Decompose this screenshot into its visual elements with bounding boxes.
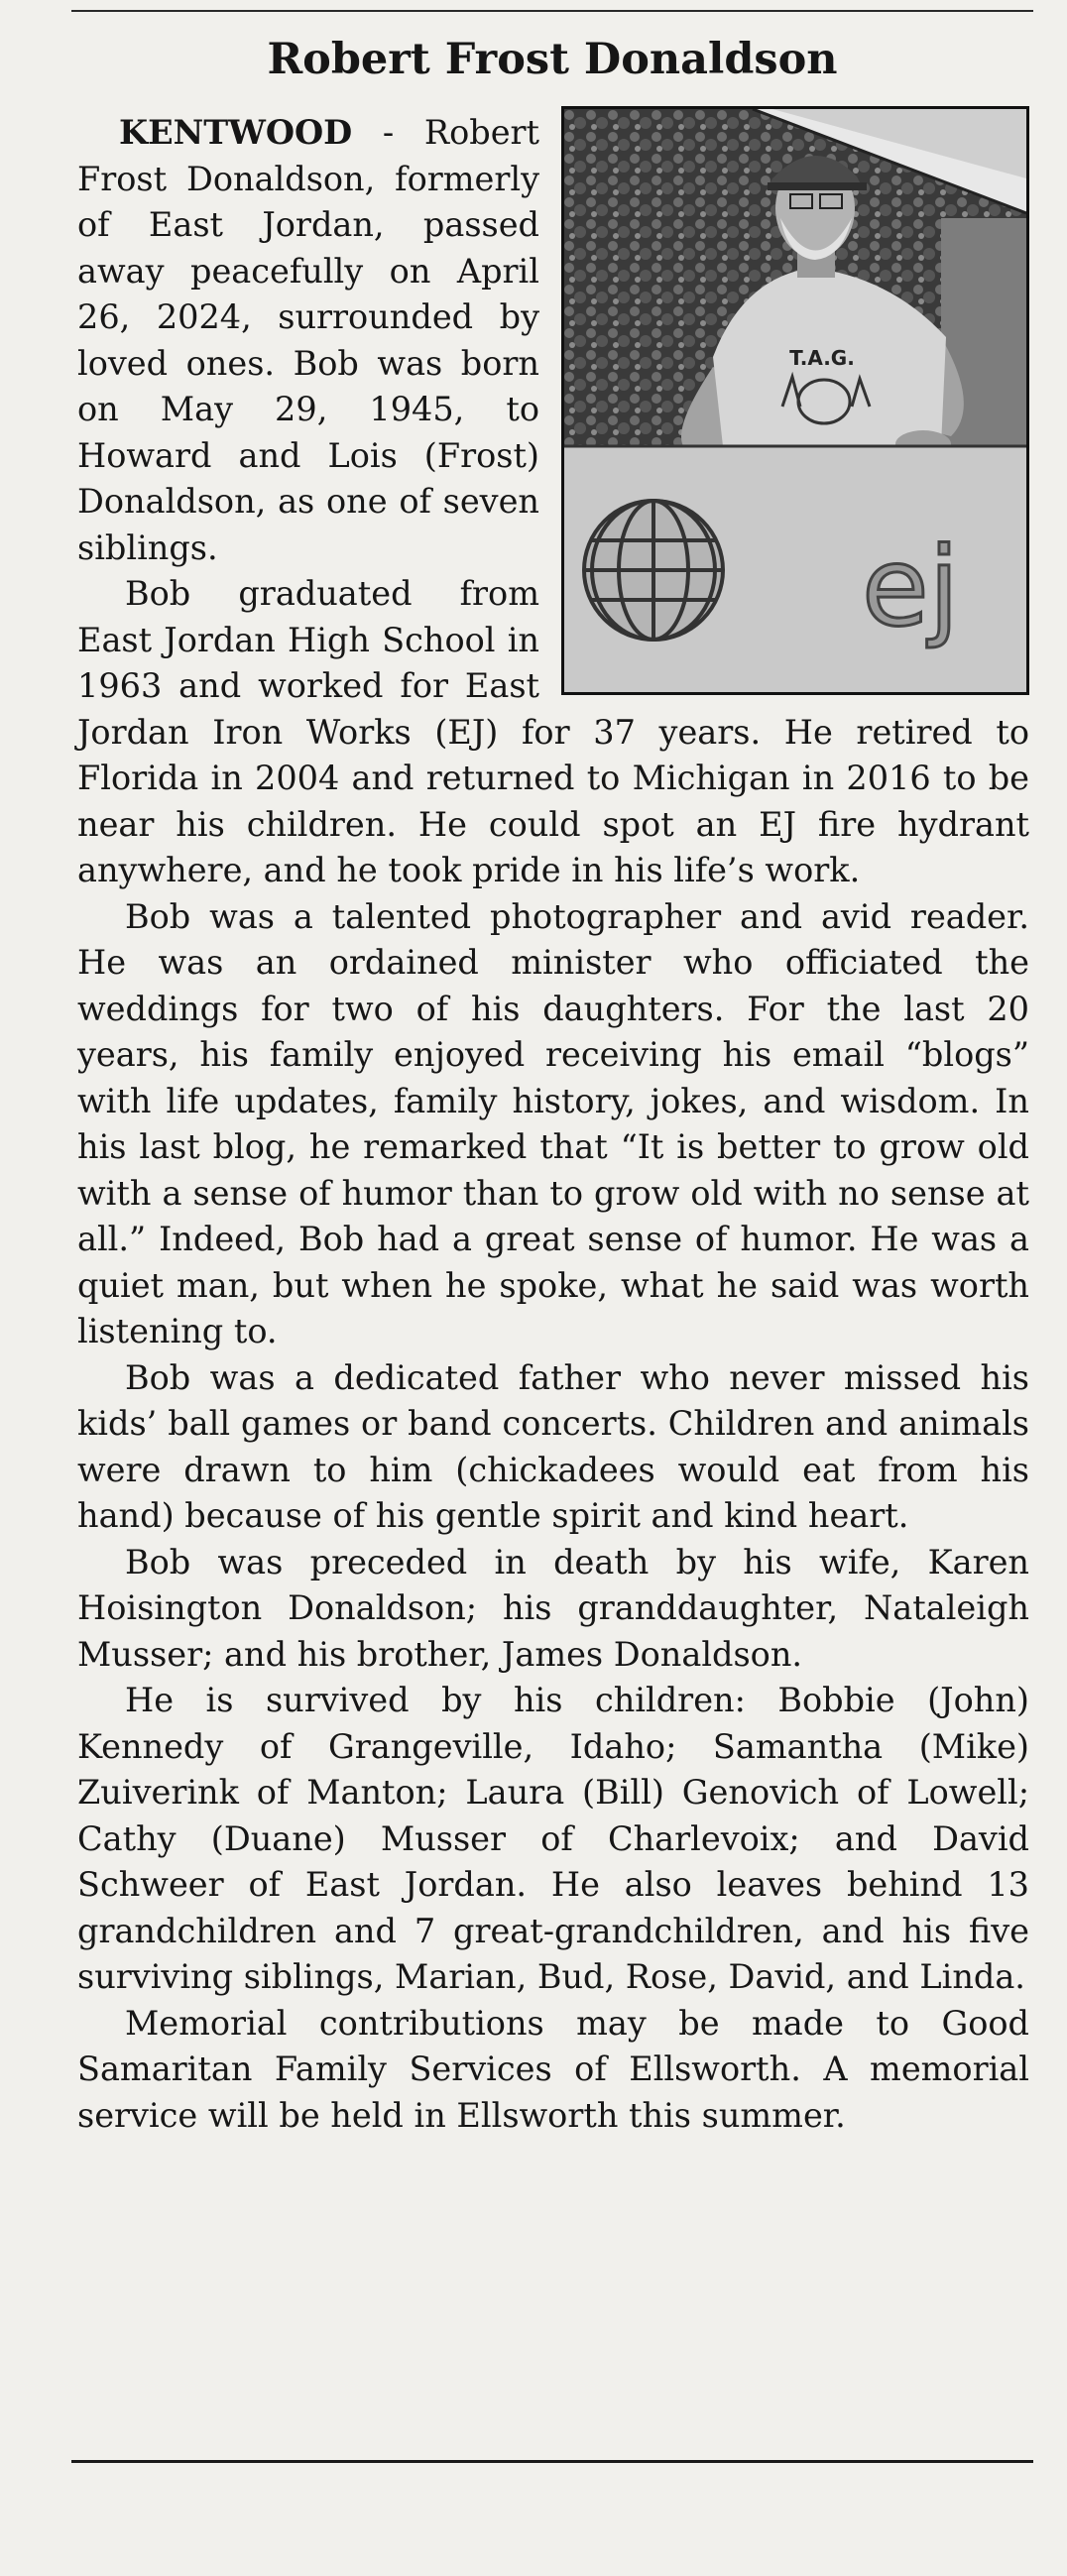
portrait-photo [561, 106, 1029, 695]
paragraph-1: KENTWOOD - Robert Frost Donaldson, formerly of East Jordan, passed away peacefully on April 26, 2024, surrounded by loved ones. Bob was born on May 29, 1945, to Howard and Lois (Frost) Donaldson, as one of seven siblings. [77, 113, 539, 567]
shirt-text: T.A.G. [789, 346, 855, 370]
sign-lettering: ej [862, 524, 960, 650]
paragraph-5: Bob was preceded in death by his wife, Karen Hoisington Donaldson; his granddaughter, Nataleigh Musser; and his brother, James Donaldson. [77, 1542, 1029, 1674]
paragraph-3: Bob was a talented photographer and avid reader. He was an ordained minister who officiated the weddings for two of his daughters. For the last 20 years, his family enjoyed receiving his email “blogs” with life updates, family history, jokes, and wisdom. In his last blog, he remarked that “It is better to grow old with a sense of humor than to grow old with no sense at all.” Indeed, Bob had a great sense of humor. He was a quiet man, but when he spoke, what he said was worth listening to. [77, 896, 1029, 1350]
paragraph-2: Bob graduated from East Jordan High School in 1963 and worked for East Jordan Iron Works (EJ) for 37 years. He retired to Florida in 2004 and returned to Michigan in 2016 to be near his children. He could spot an EJ fire hydrant anywhere, and he took pride in his life’s work. [77, 574, 1029, 889]
obituary-clipping [71, 0, 1033, 2576]
top-rule [71, 10, 1033, 12]
obituary-heading: Robert Frost Donaldson [267, 35, 838, 84]
obituary-body [77, 110, 1029, 2139]
dateline: KENTWOOD [119, 113, 353, 152]
paragraph-6: He is survived by his children: Bobbie (John) Kennedy of Grangeville, Idaho; Samantha (Mike) Zuiverink of Manton; Laura (Bill) Genovich of Lowell; Cathy (Duane) Musser of Charlevoix; and David Schweer of East Jordan. He also leaves behind 13 grandchildren and 7 great-grandchildren, and his five surviving siblings, Marian, Bud, Rose, David, and Linda. [77, 1681, 1029, 1996]
bottom-rule [71, 2460, 1033, 2463]
paragraph-4: Bob was a dedicated father who never missed his kids’ ball games or band concerts. Children and animals were drawn to him (chickadees would eat from his hand) because of his gentle spirit and kind heart. [77, 1357, 1029, 1535]
portrait-illustration [564, 109, 1026, 692]
paragraph-7: Memorial contributions may be made to Good Samaritan Family Services of Ellsworth. A memorial service will be held in Ellsworth this summer. [77, 2003, 1029, 2135]
